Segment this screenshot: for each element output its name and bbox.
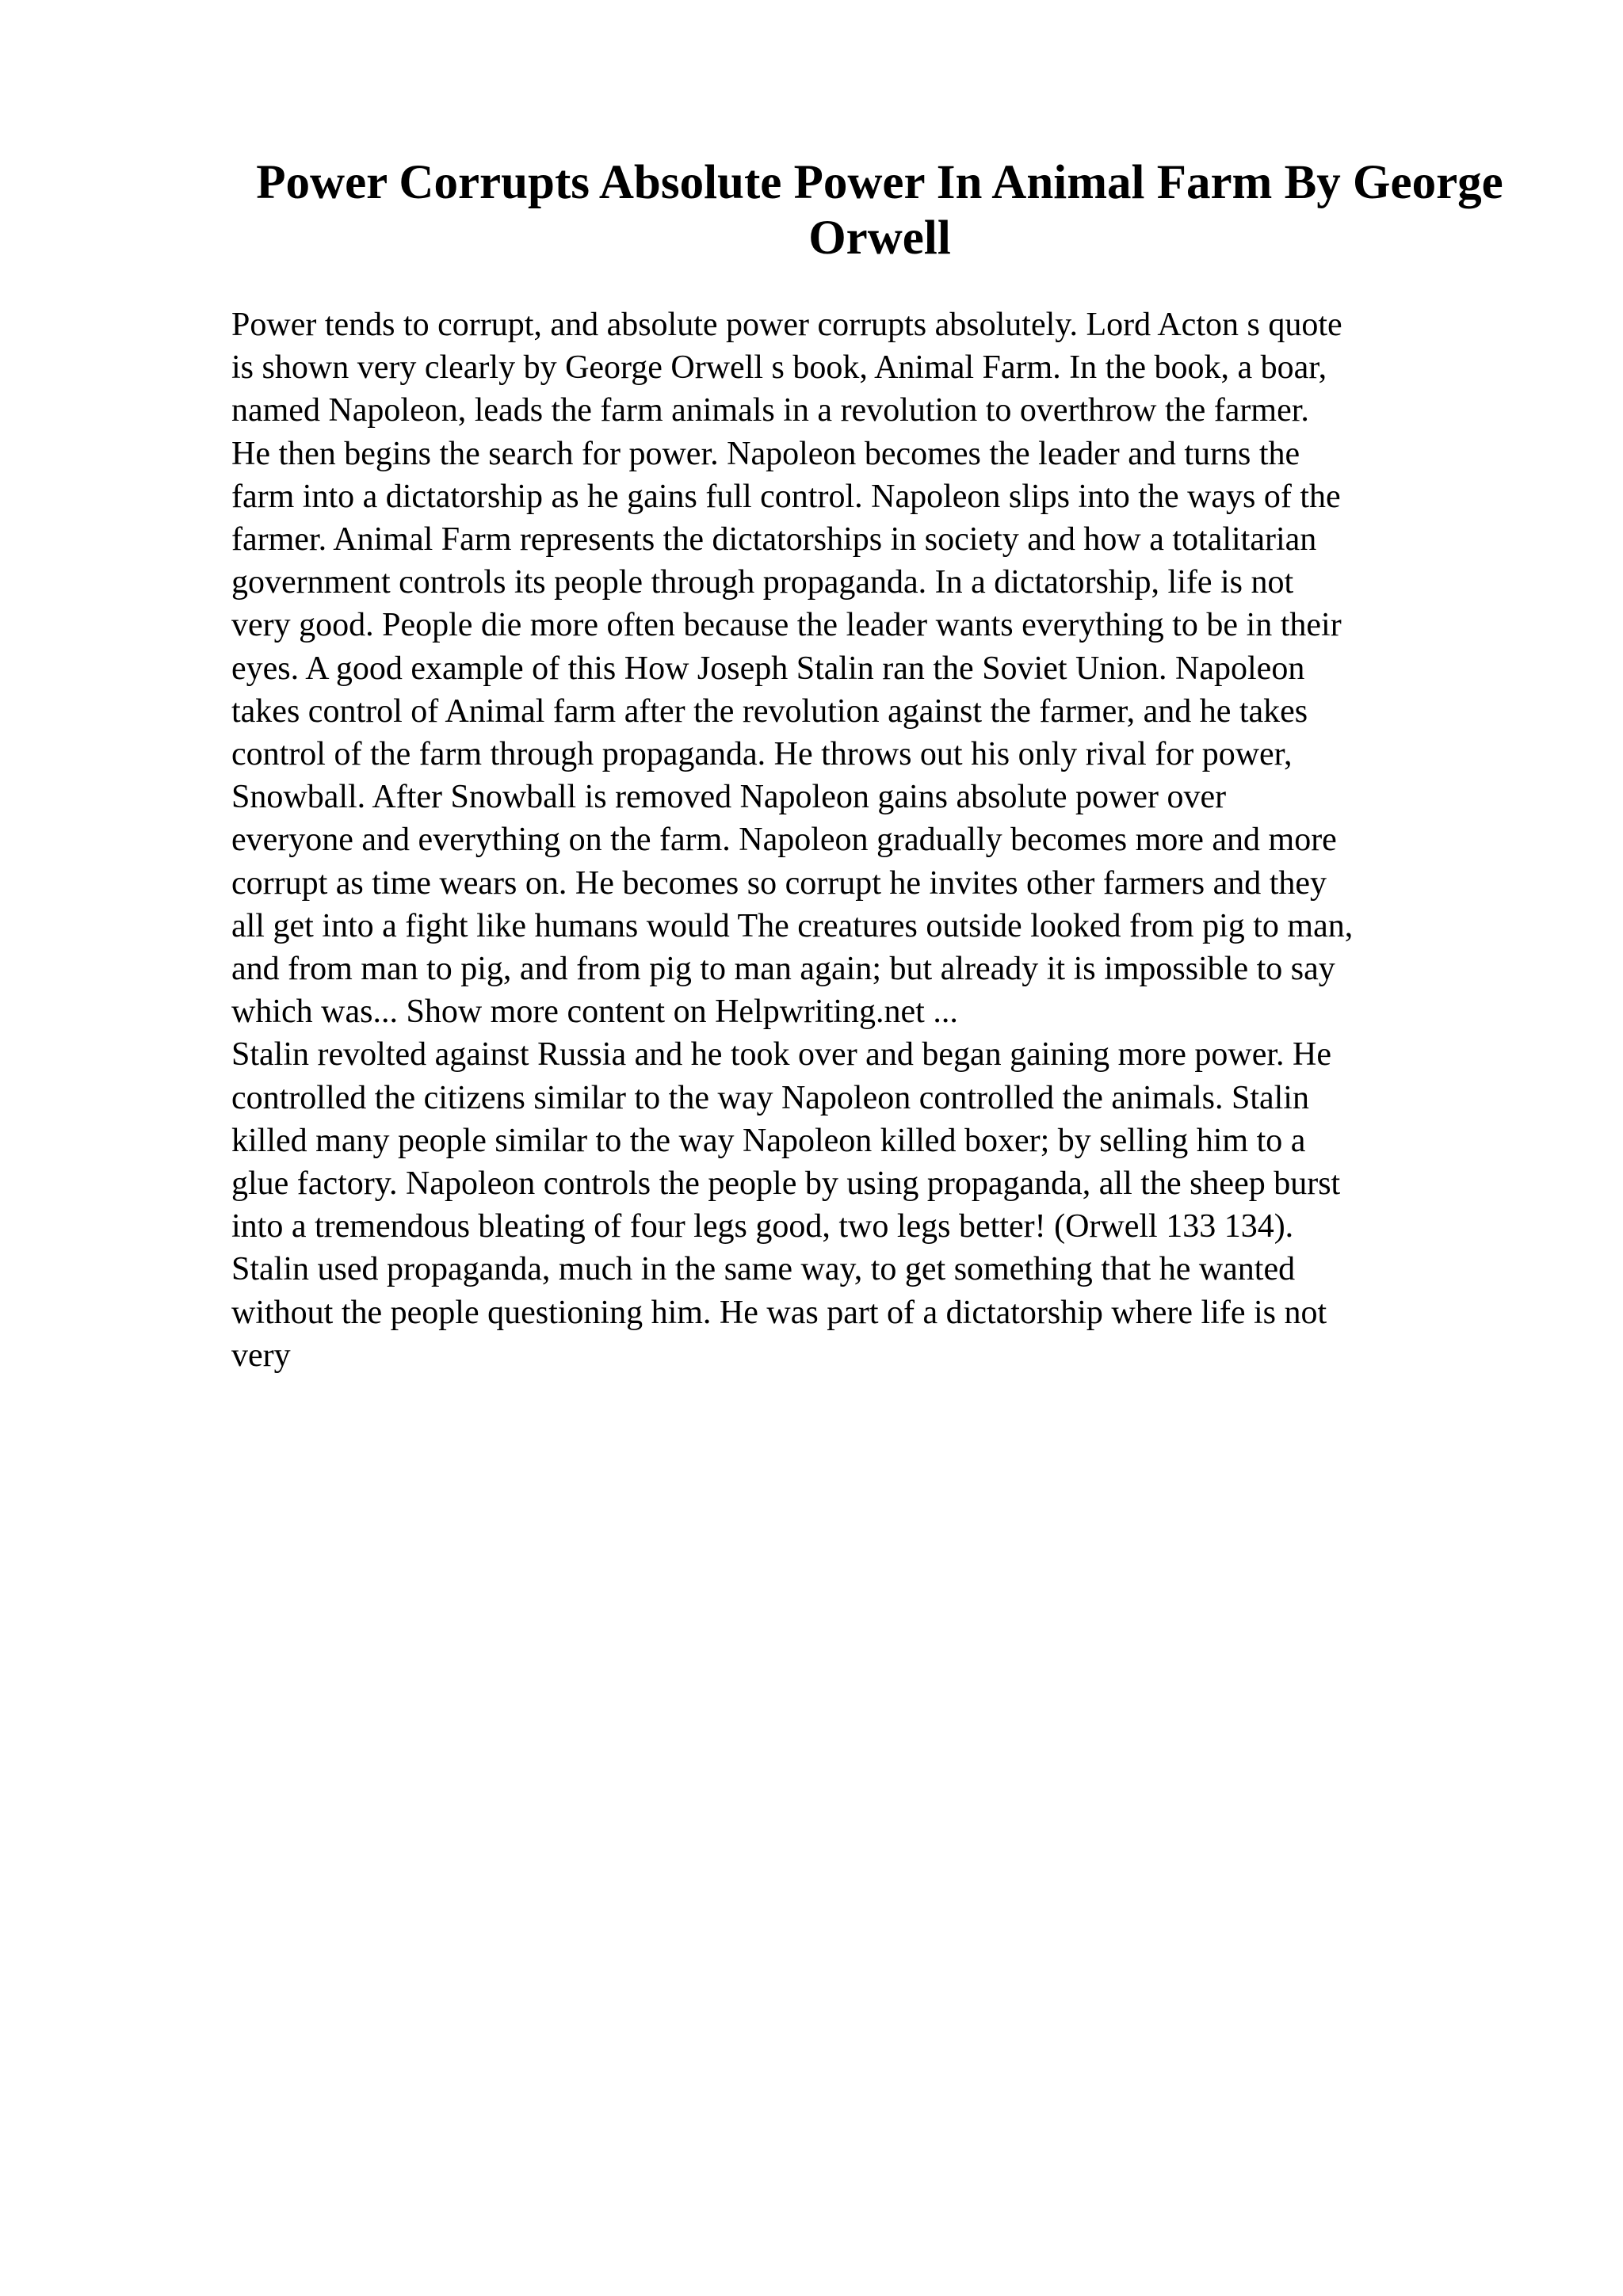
body-line: very bbox=[231, 1337, 291, 1374]
body-line: which was... Show more content on Helpwriting.net ... bbox=[231, 994, 958, 1031]
body-line: eyes. A good example of this How Joseph Stalin ran the Soviet Union. Napoleon bbox=[231, 650, 1305, 687]
essay-body bbox=[231, 303, 1563, 1377]
body-line: Power tends to corrupt, and absolute power corrupts absolutely. Lord Acton s quote bbox=[231, 307, 1342, 343]
body-line: everyone and everything on the farm. Napoleon gradually becomes more and more bbox=[231, 822, 1337, 859]
body-line: killed many people similar to the way Napoleon killed boxer; by selling him to a bbox=[231, 1122, 1306, 1159]
body-line: corrupt as time wears on. He becomes so corrupt he invites other farmers and they bbox=[231, 864, 1327, 902]
body-line: very good. People die more often because the leader wants everything to be in their bbox=[231, 607, 1342, 644]
body-line: farmer. Animal Farm represents the dictatorships in society and how a totalitarian bbox=[231, 521, 1317, 559]
body-line: controlled the citizens similar to the way Napoleon controlled the animals. Stalin bbox=[231, 1079, 1309, 1116]
body-line: glue factory. Napoleon controls the people by using propaganda, all the sheep burst bbox=[231, 1165, 1341, 1203]
body-line: without the people questioning him. He was part of a dictatorship where life is not bbox=[231, 1294, 1327, 1331]
body-line: takes control of Animal farm after the revolution against the farmer, and he takes bbox=[231, 692, 1308, 730]
body-line: control of the farm through propaganda. He throws out his only rival for power, bbox=[231, 736, 1293, 773]
body-line: Snowball. After Snowball is removed Napoleon gains absolute power over bbox=[231, 779, 1227, 816]
body-line: into a tremendous bleating of four legs good, two legs better! (Orwell 133 134). bbox=[231, 1208, 1294, 1245]
body-line: government controls its people through propaganda. In a dictatorship, life is not bbox=[231, 564, 1294, 601]
body-line: Stalin revolted against Russia and he took over and began gaining more power. He bbox=[231, 1036, 1331, 1074]
body-line: Stalin used propaganda, much in the same way, to get something that he wanted bbox=[231, 1251, 1296, 1288]
body-line: He then begins the search for power. Napoleon becomes the leader and turns the bbox=[231, 435, 1300, 472]
body-line: farm into a dictatorship as he gains full control. Napoleon slips into the ways of the bbox=[231, 478, 1341, 515]
body-line: is shown very clearly by George Orwell s book, Animal Farm. In the book, a boar, bbox=[231, 349, 1327, 387]
page-title: Power Corrupts Absolute Power In Animal Farm By George Orwell bbox=[256, 156, 1503, 265]
body-line: all get into a fight like humans would The creatures outside looked from pig to man, bbox=[231, 907, 1354, 944]
body-line: and from man to pig, and from pig to man again; but already it is impossible to say bbox=[231, 951, 1335, 988]
body-line: named Napoleon, leads the farm animals in a revolution to overthrow the farmer. bbox=[231, 392, 1309, 429]
